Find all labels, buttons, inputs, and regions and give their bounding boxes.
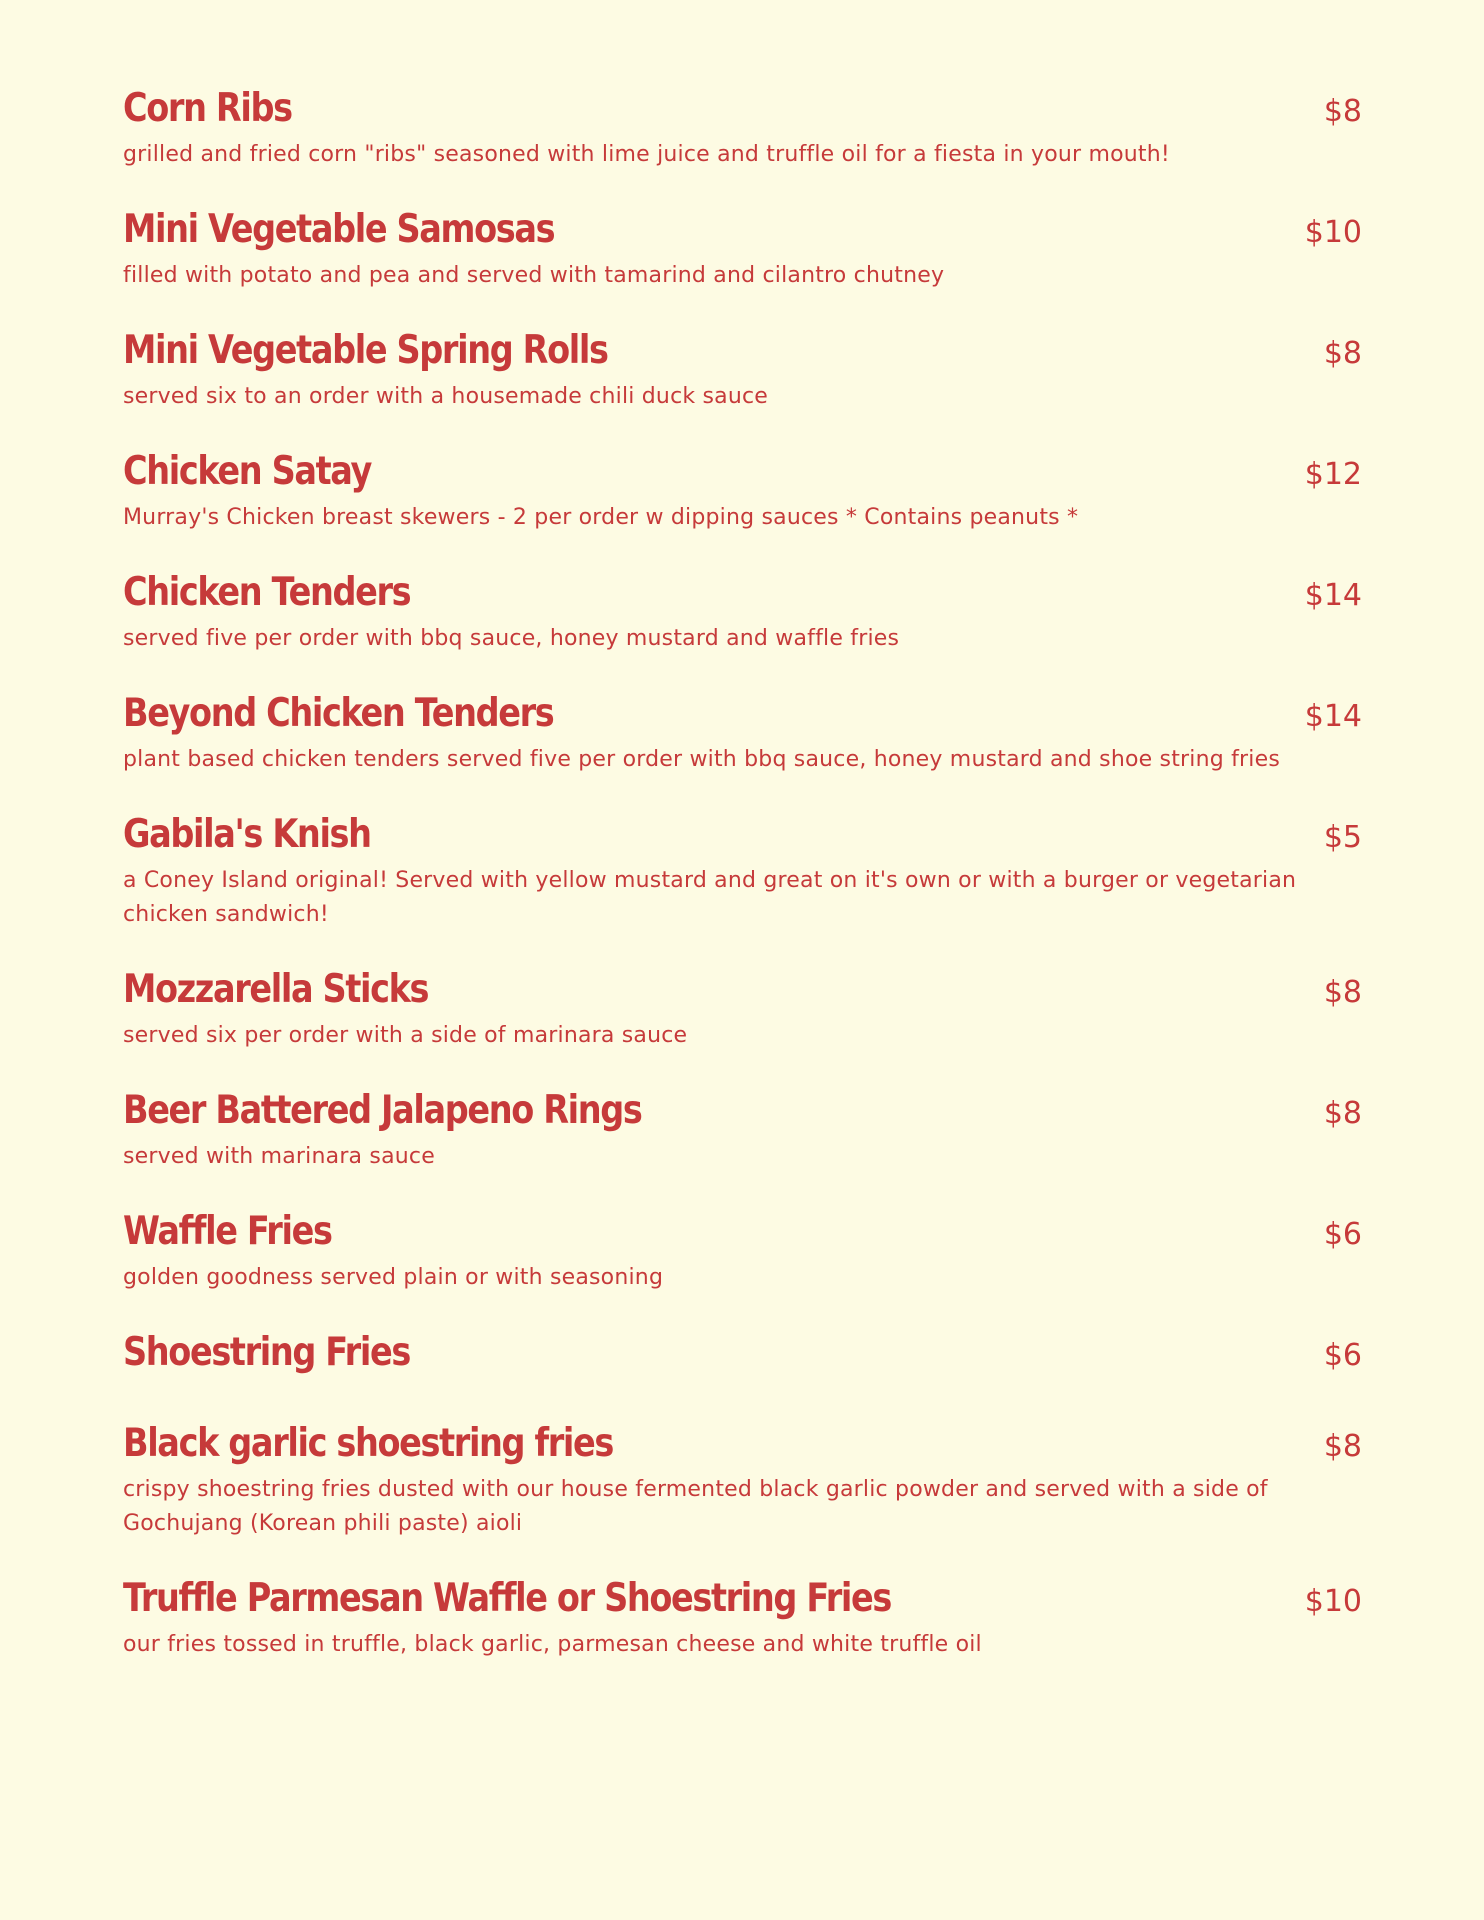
item-price: $14 [1304, 578, 1362, 613]
item-name: Mozzarella Sticks [123, 967, 429, 1012]
item-name: Truffle Parmesan Waffle or Shoestring Fries [123, 1576, 891, 1621]
item-price: $8 [1323, 975, 1362, 1010]
item-price: $6 [1323, 1217, 1362, 1252]
item-price: $8 [1323, 1429, 1362, 1464]
menu-item [123, 84, 1362, 172]
item-price: $8 [1323, 94, 1362, 129]
item-price: $8 [1323, 336, 1362, 371]
menu-item [123, 810, 1362, 932]
item-price: $14 [1304, 699, 1362, 734]
menu-item [123, 205, 1362, 293]
item-description: served six per order with a side of marinara sauce [123, 1023, 688, 1048]
item-name: Corn Ribs [123, 86, 292, 131]
item-description: our fries tossed in truffle, black garlic, parmesan cheese and white truffle oil [123, 1632, 982, 1657]
item-price: $10 [1304, 1584, 1362, 1619]
item-price: $12 [1304, 457, 1362, 492]
menu-item [123, 1328, 1362, 1381]
item-description: served five per order with bbq sauce, honey mustard and waffle fries [123, 626, 900, 651]
item-description: grilled and fried corn "ribs" seasoned with lime juice and truffle oil for a fiesta in your mouth! [123, 142, 1170, 167]
item-price: $10 [1304, 215, 1362, 250]
menu-item [123, 326, 1362, 414]
item-description: golden goodness served plain or with seasoning [123, 1265, 664, 1290]
menu-item [123, 1086, 1362, 1174]
item-name: Mini Vegetable Spring Rolls [123, 328, 608, 373]
item-name: Beer Battered Jalapeno Rings [123, 1088, 642, 1133]
item-name: Black garlic shoestring fries [123, 1421, 613, 1466]
menu-item [123, 447, 1362, 535]
menu-list [123, 84, 1362, 1695]
item-description: served with marinara sauce [123, 1144, 435, 1169]
item-name: Waffle Fries [123, 1209, 332, 1254]
item-name: Gabila's Knish [123, 812, 371, 857]
item-price: $6 [1323, 1338, 1362, 1373]
item-description: crispy shoestring fries dusted with our house fermented black garlic powder and served with a side of Gochujang (Korean phili paste) aioli [123, 1477, 1268, 1536]
menu-item [123, 689, 1362, 777]
item-price: $8 [1323, 1096, 1362, 1131]
item-description: plant based chicken tenders served five per order with bbq sauce, honey mustard and shoe string fries [123, 747, 1280, 772]
item-description: filled with potato and pea and served with tamarind and cilantro chutney [123, 263, 945, 288]
item-description: Murray's Chicken breast skewers - 2 per order w dipping sauces * Contains peanuts * [123, 505, 1079, 530]
item-description: a Coney Island original! Served with yellow mustard and great on it's own or with a burger or vegetarian chicken sandwich! [123, 868, 1297, 927]
item-name: Chicken Tenders [123, 570, 411, 615]
item-description: served six to an order with a housemade chili duck sauce [123, 384, 769, 409]
menu-item [123, 965, 1362, 1053]
menu-item [123, 1574, 1362, 1662]
menu-item [123, 1419, 1362, 1541]
item-name: Beyond Chicken Tenders [123, 691, 554, 736]
item-price: $5 [1323, 820, 1362, 855]
menu-item [123, 1207, 1362, 1295]
item-name: Chicken Satay [123, 449, 371, 494]
menu-item [123, 568, 1362, 656]
item-name: Mini Vegetable Samosas [123, 207, 555, 252]
item-name: Shoestring Fries [123, 1330, 410, 1375]
